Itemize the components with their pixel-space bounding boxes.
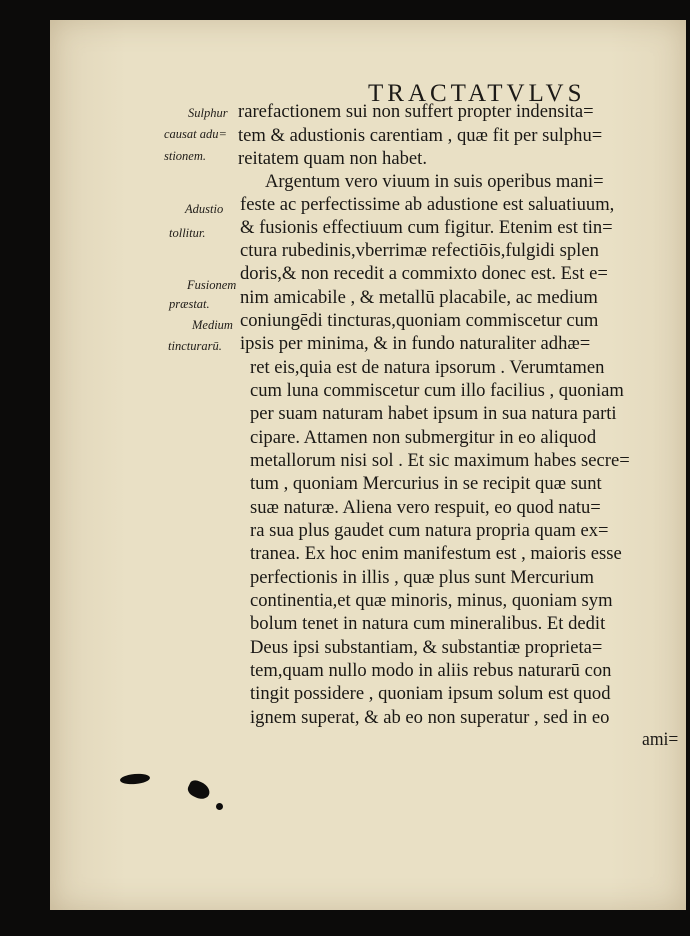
text-line: rarefactionem sui non suffert propter indensita= — [238, 101, 594, 122]
text-line: ret eis,quia est de natura ipsorum . Verumtamen — [250, 357, 605, 378]
text-line: tum , quoniam Mercurius in se recipit quæ sunt — [250, 473, 602, 494]
text-line: cipare. Attamen non submergitur in eo aliquod — [250, 427, 597, 448]
text-line: nim amicabile , & metallū placabile, ac medium — [240, 287, 598, 308]
text-line: ipsis per minima, & in fundo naturaliter adhæ= — [240, 333, 591, 354]
text-line: ami= — [642, 729, 679, 750]
text-line: metallorum nisi sol . Et sic maximum habes secre= — [250, 450, 630, 471]
text-line: tem & adustionis carentiam , quæ fit per sulphu= — [238, 125, 603, 146]
text-line: reitatem quam non habet. — [238, 148, 427, 169]
text-line: doris,& non recedit a commixto donec est. Est e= — [240, 263, 608, 284]
text-line: cum luna commiscetur cum illo facilius , quoniam — [250, 380, 624, 401]
text-line: continentia,et quæ minoris, minus, quoniam sym — [250, 590, 613, 611]
text-line: suæ naturæ. Aliena vero respuit, eo quod natu= — [250, 497, 601, 518]
text-line: per suam naturam habet ipsum in sua natura parti — [250, 403, 617, 424]
text-line: ignem superat, & ab eo non superatur , sed in eo — [250, 707, 610, 728]
marginal-note: Fusionem — [187, 278, 237, 292]
text-line: feste ac perfectissime ab adustione est saluatiuum, — [240, 194, 615, 215]
marginal-note: Sulphur — [188, 106, 228, 120]
text-line: Argentum vero viuum in suis operibus mani= — [265, 171, 604, 192]
ink-blot — [216, 803, 223, 810]
running-title: TRACTATVLVS — [368, 80, 586, 107]
ink-blot — [186, 778, 213, 802]
text-line: ctura rubedinis,vberrimæ refectiōis,fulgidi splen — [240, 240, 599, 261]
book-page — [50, 20, 686, 910]
text-line: Deus ipsi substantiam, & substantiæ proprieta= — [250, 637, 603, 658]
text-line: bolum tenet in natura cum mineralibus. Et dedit — [250, 613, 606, 634]
ink-blot — [120, 773, 151, 786]
marginal-note: præstat. — [169, 297, 210, 311]
marginal-note: Medium — [192, 318, 233, 332]
text-line: coniungēdi tincturas,quoniam commiscetur cum — [240, 310, 599, 331]
marginal-note: Adustio — [185, 202, 224, 216]
marginal-note: tincturarū. — [168, 339, 222, 353]
text-line: tingit possidere , quoniam ipsum solum est quod — [250, 683, 611, 704]
text-line: perfectionis in illis , quæ plus sunt Mercurium — [250, 567, 594, 588]
marginal-note: stionem. — [164, 149, 207, 163]
marginal-note: tollitur. — [169, 226, 206, 240]
text-line: tem,quam nullo modo in aliis rebus naturarū con — [250, 660, 612, 681]
text-line: ra sua plus gaudet cum natura propria quam ex= — [250, 520, 609, 541]
text-line: & fusionis effectiuum cum figitur. Etenim est tin= — [240, 217, 613, 238]
marginal-note: causat adu= — [164, 127, 227, 141]
text-line: tranea. Ex hoc enim manifestum est , maioris esse — [250, 543, 622, 564]
